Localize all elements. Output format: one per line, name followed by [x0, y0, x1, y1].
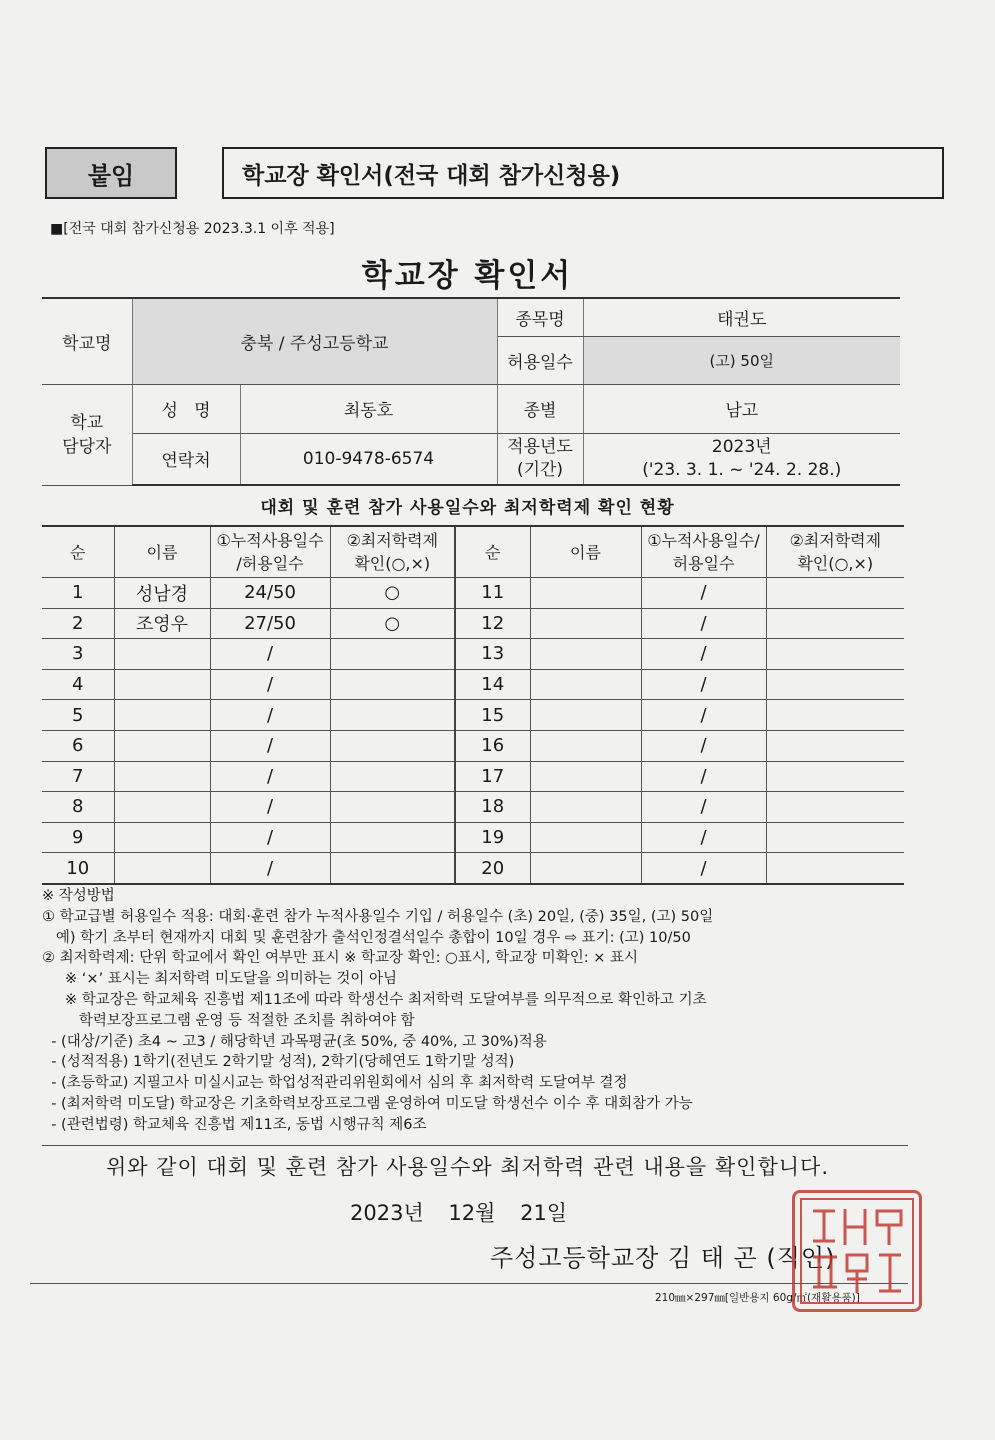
roster-subtitle: 대회 및 훈련 참가 사용일수와 최저학력제 확인 현황 — [260, 498, 675, 518]
school-value: 충북 / 주성고등학교 — [132, 298, 497, 384]
row-acad — [766, 761, 904, 792]
row-days: 24/50 — [210, 578, 330, 609]
row-days: 27/50 — [210, 608, 330, 639]
table-row — [42, 669, 904, 700]
row-days: / — [641, 578, 766, 609]
instruction-line: ※ 학교장은 학교체육 진흥법 제11조에 따라 학생선수 최저학력 도달여부를 의무적으로 확인하고 기초 — [42, 991, 707, 1008]
row-acad — [330, 730, 455, 761]
table-row — [42, 730, 904, 761]
sport-label: 종목명 — [497, 298, 583, 336]
row-name: 성남경 — [114, 578, 210, 609]
row-no: 19 — [455, 822, 530, 853]
allowed-days-label: 허용일수 — [497, 336, 583, 384]
sport-value: 태권도 — [583, 298, 900, 336]
row-name — [530, 700, 641, 731]
row-acad — [766, 669, 904, 700]
col-name-right: 이름 — [530, 526, 641, 578]
row-no: 20 — [455, 853, 530, 884]
row-acad — [330, 700, 455, 731]
table-row — [42, 822, 904, 853]
row-days: / — [641, 700, 766, 731]
table-row — [42, 700, 904, 731]
col-days-right — [641, 526, 766, 578]
table-row — [42, 578, 904, 609]
row-days: / — [210, 761, 330, 792]
row-no: 1 — [42, 578, 114, 609]
paper-spec: 210㎜×297㎜[일반용지 60g/㎡(재활용품)] — [655, 1292, 860, 1304]
principal-signature: 주성고등학교장 김 태 곤 (직인) — [490, 1244, 836, 1272]
year-label — [497, 433, 583, 485]
instruction-line: - (대상/기준) 초4 ~ 고3 / 해당학년 과목평균(초 50%, 중 40%, 고 30%)적용 — [42, 1033, 547, 1050]
gender-label: 종별 — [497, 384, 583, 433]
row-name — [114, 761, 210, 792]
row-days: / — [641, 792, 766, 823]
row-acad — [766, 639, 904, 670]
instruction-line: - (관련법령) 학교체육 진흥법 제11조, 동법 시행규칙 제6조 — [42, 1116, 427, 1133]
row-no: 14 — [455, 669, 530, 700]
row-acad — [330, 639, 455, 670]
instruction-line: ① 학교급별 허용일수 적용: 대회·훈련 참가 누적사용일수 기입 / 허용일수 (초) 20일, (중) 35일, (고) 50일 — [42, 908, 714, 925]
row-acad — [330, 761, 455, 792]
row-days: / — [641, 669, 766, 700]
col-name-left: 이름 — [114, 526, 210, 578]
divider — [42, 1145, 908, 1146]
row-name — [530, 853, 641, 884]
col-no-left: 순 — [42, 526, 114, 578]
row-no: 5 — [42, 700, 114, 731]
row-no: 18 — [455, 792, 530, 823]
row-name — [530, 792, 641, 823]
row-acad — [766, 730, 904, 761]
row-name — [114, 730, 210, 761]
row-name — [530, 822, 641, 853]
instructions — [42, 886, 922, 1136]
col-acad-left — [330, 526, 455, 578]
manager-name: 최동호 — [240, 384, 497, 433]
row-name — [530, 761, 641, 792]
row-no: 9 — [42, 822, 114, 853]
instruction-line: ※ 작성방법 — [42, 888, 115, 904]
year-value — [583, 433, 900, 485]
instruction-line: 예) 학기 초부터 현재까지 대회 및 훈련참가 출석인정결석일수 총합이 10일 경우 ⇨ 표기: (고) 10/50 — [42, 929, 691, 946]
instruction-line: ※ ‘×’ 표시는 최저학력 미도달을 의미하는 것이 아님 — [42, 971, 397, 988]
col-days-right-l1: ①누적사용일수/ — [647, 531, 760, 550]
col-acad-left-l1: ②최저학력제 — [346, 531, 439, 550]
year-value-line2: ('23. 3. 1. ~ '24. 2. 28.) — [642, 459, 842, 480]
row-name — [530, 639, 641, 670]
row-acad — [766, 608, 904, 639]
table-row — [42, 639, 904, 670]
row-acad — [766, 853, 904, 884]
document-title: 학교장 확인서 — [361, 258, 574, 294]
row-acad: ○ — [330, 578, 455, 609]
row-days: / — [641, 639, 766, 670]
row-no: 6 — [42, 730, 114, 761]
row-days: / — [641, 761, 766, 792]
table-row — [42, 853, 904, 884]
row-days: / — [210, 792, 330, 823]
manager-label: 학교 담당자 — [42, 384, 132, 485]
divider — [30, 1283, 908, 1284]
col-days-left-l1: ①누적사용일수 — [216, 531, 324, 550]
row-no: 3 — [42, 639, 114, 670]
row-days: / — [210, 700, 330, 731]
table-row — [42, 761, 904, 792]
row-acad — [766, 700, 904, 731]
row-name — [530, 608, 641, 639]
row-days: / — [641, 608, 766, 639]
row-days: / — [641, 730, 766, 761]
row-acad — [766, 578, 904, 609]
allowed-days-value: (고) 50일 — [583, 336, 900, 384]
row-acad — [766, 792, 904, 823]
row-no: 8 — [42, 792, 114, 823]
official-seal — [792, 1190, 922, 1312]
contact-label: 연락처 — [132, 433, 240, 485]
instruction-line: ② 최저학력제: 단위 학교에서 확인 여부만 표시 ※ 학교장 확인: ○표시, 학교장 미확인: × 표시 — [42, 950, 638, 967]
row-no: 16 — [455, 730, 530, 761]
col-days-left-l2: /허용일수 — [236, 554, 304, 573]
row-no: 2 — [42, 608, 114, 639]
row-days: / — [210, 853, 330, 884]
table-row — [42, 792, 904, 823]
school-label: 학교명 — [42, 298, 132, 384]
row-days: / — [210, 639, 330, 670]
confirmation-statement: 위와 같이 대회 및 훈련 참가 사용일수와 최저학력 관련 내용을 확인합니다. — [105, 1155, 829, 1179]
row-name — [114, 792, 210, 823]
row-days: / — [210, 669, 330, 700]
row-acad — [330, 822, 455, 853]
year-value-line1: 2023년 — [711, 436, 772, 457]
row-name — [114, 700, 210, 731]
roster-table — [42, 525, 904, 885]
instruction-line: 학력보장프로그램 운영 등 적절한 조치를 취하여야 함 — [42, 1012, 415, 1029]
school-info-table — [42, 297, 900, 486]
attachment-tag: 붙임 — [45, 147, 177, 199]
row-name — [530, 669, 641, 700]
row-name — [114, 639, 210, 670]
row-no: 12 — [455, 608, 530, 639]
row-acad — [330, 853, 455, 884]
row-acad: ○ — [330, 608, 455, 639]
row-no: 10 — [42, 853, 114, 884]
row-acad — [766, 822, 904, 853]
contact-value: 010-9478-6574 — [240, 433, 497, 485]
row-no: 17 — [455, 761, 530, 792]
row-no: 4 — [42, 669, 114, 700]
col-acad-left-l2: 확인(○,×) — [354, 554, 431, 573]
col-days-left — [210, 526, 330, 578]
year-label-line1: 적용년도 — [507, 436, 573, 457]
row-no: 13 — [455, 639, 530, 670]
name-label: 성 명 — [132, 384, 240, 433]
row-days: / — [210, 822, 330, 853]
row-acad — [330, 669, 455, 700]
row-no: 7 — [42, 761, 114, 792]
gender-value: 남고 — [583, 384, 900, 433]
row-days: / — [641, 822, 766, 853]
col-acad-right-l1: ②최저학력제 — [789, 531, 882, 550]
issue-date: 2023년 12월 21일 — [350, 1201, 568, 1225]
row-name: 조영우 — [114, 608, 210, 639]
instruction-line: - (초등학교) 지필고사 미실시교는 학업성적관리위원회에서 심의 후 최저학력 도달여부 결정 — [42, 1075, 628, 1092]
col-acad-right-l2: 확인(○,×) — [797, 554, 874, 573]
instruction-line: - (최저학력 미도달) 학교장은 기초학력보장프로그램 운영하여 미도달 학생선수 이수 후 대회참가 가능 — [42, 1095, 693, 1112]
col-acad-right — [766, 526, 904, 578]
col-no-right: 순 — [455, 526, 530, 578]
row-no: 15 — [455, 700, 530, 731]
row-name — [114, 853, 210, 884]
row-acad — [330, 792, 455, 823]
row-name — [530, 730, 641, 761]
row-days: / — [210, 730, 330, 761]
seal-icon — [795, 1193, 919, 1309]
instruction-line: - (성적적용) 1학기(전년도 2학기말 성적), 2학기(당해연도 1학기말 성적) — [42, 1054, 515, 1071]
form-header-title: 학교장 확인서(전국 대회 참가신청용) — [222, 147, 944, 199]
row-name — [530, 578, 641, 609]
year-label-line2: (기간) — [516, 459, 564, 480]
applicability-note: ■[전국 대회 참가신청용 2023.3.1 이후 적용] — [50, 221, 335, 237]
row-name — [114, 822, 210, 853]
table-row — [42, 608, 904, 639]
row-days: / — [641, 853, 766, 884]
row-name — [114, 669, 210, 700]
row-no: 11 — [455, 578, 530, 609]
col-days-right-l2: 허용일수 — [672, 554, 735, 573]
